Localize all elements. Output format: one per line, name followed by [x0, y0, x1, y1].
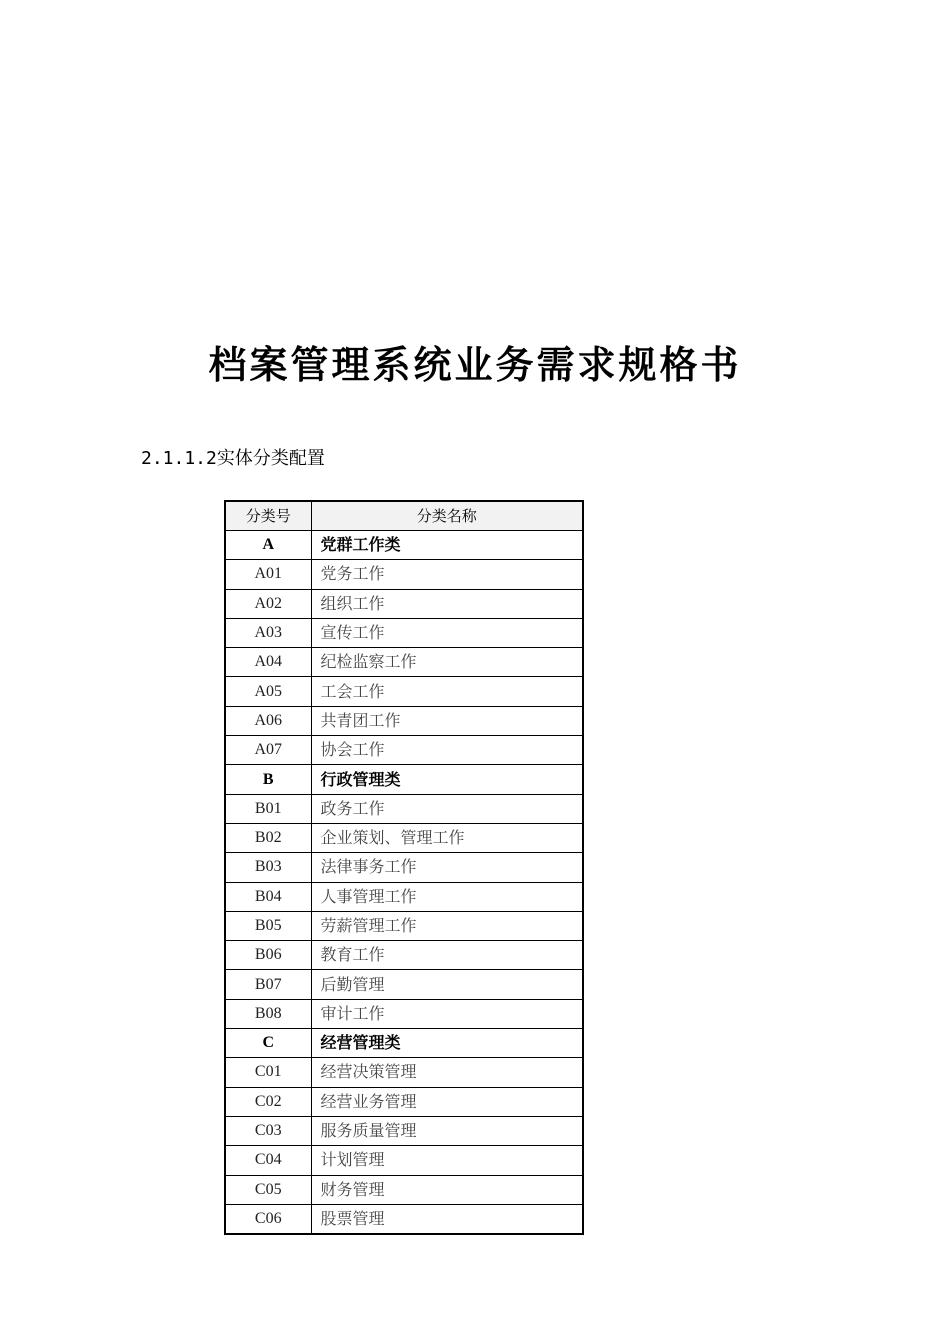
classification-table [224, 500, 584, 1235]
row-name: 服务质量管理 [311, 1116, 583, 1145]
row-code: C02 [225, 1087, 311, 1116]
row-code: B01 [225, 794, 311, 823]
row-code: A01 [225, 560, 311, 589]
row-code: A04 [225, 648, 311, 677]
row-name: 经营管理类 [311, 1029, 583, 1058]
row-code: B [225, 765, 311, 794]
table-row [225, 648, 583, 677]
table-row [225, 999, 583, 1028]
row-name: 党务工作 [311, 560, 583, 589]
row-name: 经营决策管理 [311, 1058, 583, 1087]
section-heading: 2.1.1.2实体分类配置 [141, 448, 325, 469]
row-code: A05 [225, 677, 311, 706]
row-code: C04 [225, 1146, 311, 1175]
row-code: B03 [225, 853, 311, 882]
row-name: 党群工作类 [311, 531, 583, 560]
table-row [225, 1116, 583, 1145]
table-row [225, 1087, 583, 1116]
row-name: 后勤管理 [311, 970, 583, 999]
row-code: C05 [225, 1175, 311, 1204]
table-row [225, 706, 583, 735]
row-name: 计划管理 [311, 1146, 583, 1175]
document-title: 档案管理系统业务需求规格书 [208, 342, 742, 388]
row-code: B06 [225, 941, 311, 970]
row-code: B07 [225, 970, 311, 999]
table-row [225, 736, 583, 765]
table-row [225, 882, 583, 911]
row-code: A03 [225, 618, 311, 647]
row-name: 政务工作 [311, 794, 583, 823]
header-name: 分类名称 [311, 501, 583, 531]
table-row [225, 560, 583, 589]
table-row [225, 911, 583, 940]
row-name: 行政管理类 [311, 765, 583, 794]
row-name: 审计工作 [311, 999, 583, 1028]
table-group-row [225, 531, 583, 560]
table-body [225, 531, 583, 1235]
row-code: B08 [225, 999, 311, 1028]
row-code: B04 [225, 882, 311, 911]
table-row [225, 1058, 583, 1087]
row-code: A07 [225, 736, 311, 765]
row-name: 财务管理 [311, 1175, 583, 1204]
table-group-row [225, 1029, 583, 1058]
row-name: 法律事务工作 [311, 853, 583, 882]
table-group-row [225, 765, 583, 794]
row-code: B05 [225, 911, 311, 940]
row-name: 组织工作 [311, 589, 583, 618]
row-name: 企业策划、管理工作 [311, 823, 583, 852]
row-name: 人事管理工作 [311, 882, 583, 911]
row-name: 经营业务管理 [311, 1087, 583, 1116]
row-name: 纪检监察工作 [311, 648, 583, 677]
table-row [225, 823, 583, 852]
table-row [225, 970, 583, 999]
row-name: 宣传工作 [311, 618, 583, 647]
row-code: A [225, 531, 311, 560]
table-row [225, 941, 583, 970]
row-code: C06 [225, 1204, 311, 1234]
table-row [225, 1146, 583, 1175]
table-row [225, 794, 583, 823]
row-code: C01 [225, 1058, 311, 1087]
row-code: A06 [225, 706, 311, 735]
row-name: 工会工作 [311, 677, 583, 706]
row-name: 共青团工作 [311, 706, 583, 735]
row-code: C [225, 1029, 311, 1058]
table-header-row [225, 501, 583, 531]
row-code: A02 [225, 589, 311, 618]
row-name: 股票管理 [311, 1204, 583, 1234]
header-code: 分类号 [225, 501, 311, 531]
table-row [225, 853, 583, 882]
table-row [225, 1204, 583, 1234]
row-code: B02 [225, 823, 311, 852]
table-row [225, 618, 583, 647]
table-row [225, 589, 583, 618]
table-row [225, 677, 583, 706]
row-name: 教育工作 [311, 941, 583, 970]
row-code: C03 [225, 1116, 311, 1145]
row-name: 协会工作 [311, 736, 583, 765]
table-row [225, 1175, 583, 1204]
row-name: 劳薪管理工作 [311, 911, 583, 940]
